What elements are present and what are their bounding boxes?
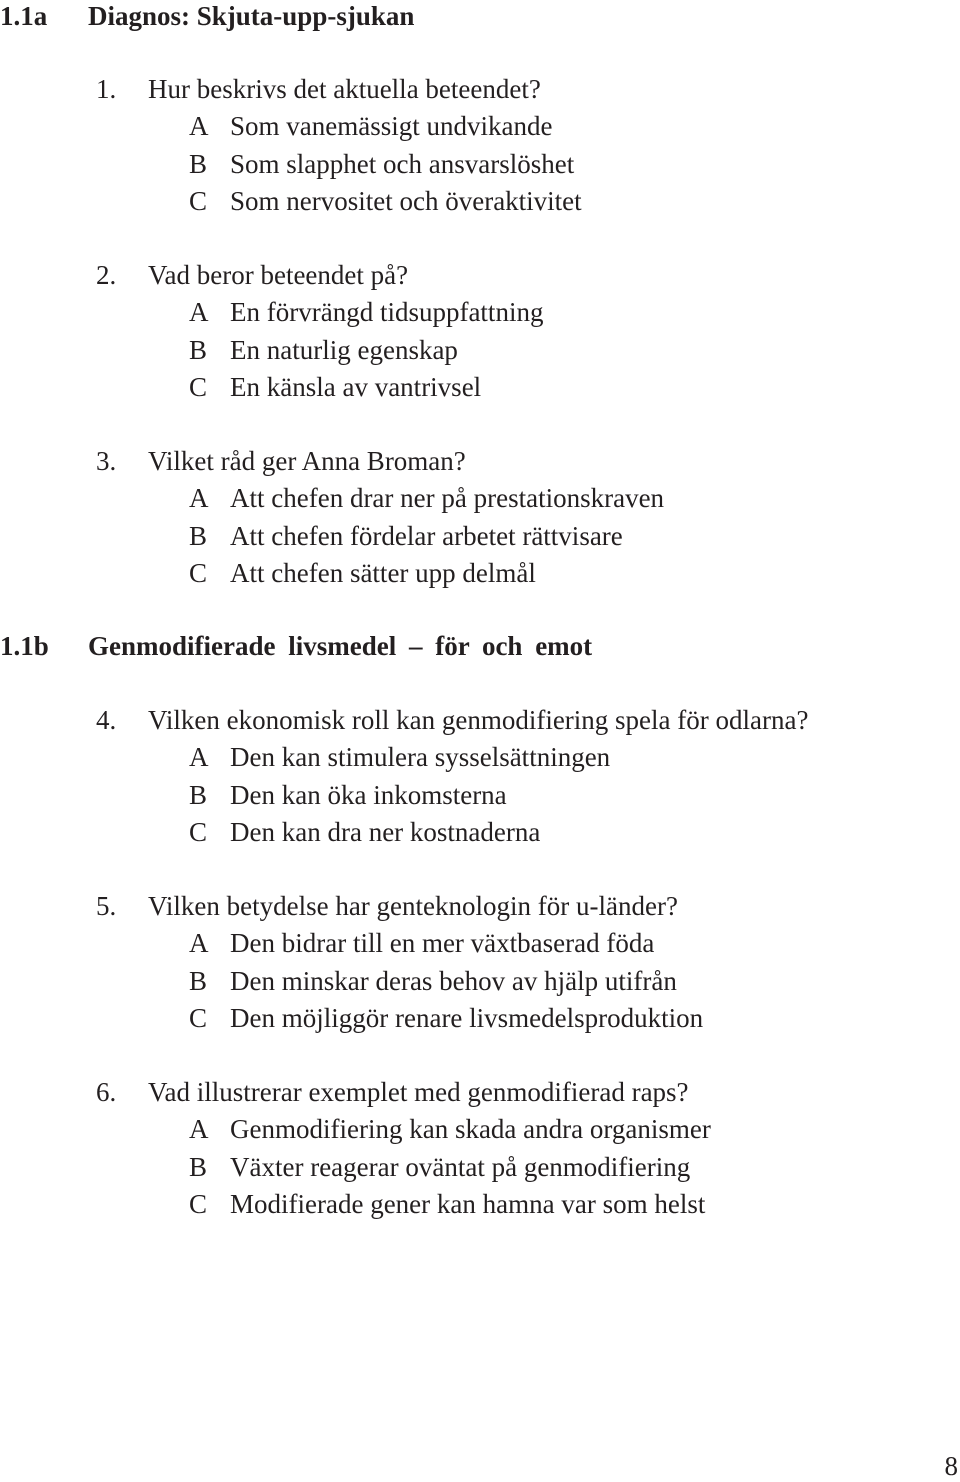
- answer-option-c: [96, 1186, 711, 1223]
- question-text: Vilken betydelse har genteknologin för u-länder?: [148, 891, 678, 921]
- section-heading: [0, 0, 414, 32]
- option-text: Den kan dra ner kostnaderna: [230, 816, 541, 847]
- option-text: Att chefen drar ner på prestationskraven: [230, 483, 665, 514]
- option-text: Den möjliggör renare livsmedelsproduktion: [230, 1002, 704, 1033]
- question-number: 5.: [96, 891, 117, 921]
- question-number: 6.: [96, 1077, 117, 1107]
- option-text: En naturlig egenskap: [230, 334, 458, 365]
- option-text: Att chefen sätter upp delmål: [230, 557, 536, 588]
- option-letter: A: [189, 742, 209, 773]
- section-heading: [0, 630, 592, 662]
- answer-option-a: [96, 480, 664, 517]
- section-title: Diagnos: Skjuta-upp-sjukan: [88, 1, 415, 31]
- option-letter: A: [189, 1114, 209, 1145]
- option-text: Genmodifiering kan skada andra organismer: [230, 1114, 711, 1145]
- page-number: 8: [944, 1451, 958, 1481]
- option-text: Växter reagerar oväntat på genmodifiering: [230, 1151, 691, 1182]
- answer-option-c: [96, 1000, 703, 1037]
- option-letter: C: [189, 1188, 208, 1219]
- option-letter: C: [189, 816, 208, 847]
- option-letter: A: [189, 483, 209, 514]
- question-1: [96, 71, 582, 220]
- section-title: Genmodifierade livsmedel – för och emot: [88, 631, 593, 661]
- answer-option-c: [96, 814, 808, 851]
- answer-option-a: [96, 1111, 711, 1148]
- option-letter: B: [189, 334, 208, 365]
- answer-option-b: [96, 1149, 711, 1186]
- option-text: Att chefen fördelar arbetet rättvisare: [230, 520, 623, 551]
- question-number: 2.: [96, 260, 117, 290]
- option-text: Som slapphet och ansvarslöshet: [230, 148, 575, 179]
- option-letter: C: [189, 1002, 208, 1033]
- answer-option-b: [96, 777, 808, 814]
- section-number: 1.1b: [0, 631, 49, 661]
- option-text: Som vanemässigt undvikande: [230, 111, 553, 142]
- answer-option-c: [96, 369, 543, 406]
- option-text: En förvrängd tidsuppfattning: [230, 297, 544, 328]
- option-text: Den kan stimulera sysselsättningen: [230, 742, 611, 773]
- question-4: [96, 702, 808, 851]
- option-letter: C: [189, 371, 208, 402]
- question-text: Vilket råd ger Anna Broman?: [148, 446, 466, 476]
- option-letter: B: [189, 148, 208, 179]
- option-letter: B: [189, 520, 208, 551]
- answer-option-a: [96, 108, 582, 145]
- option-text: Den bidrar till en mer växtbaserad föda: [230, 928, 655, 959]
- option-text: En känsla av vantrivsel: [230, 371, 482, 402]
- option-text: Som nervositet och överaktivitet: [230, 185, 582, 216]
- answer-option-b: [96, 332, 543, 369]
- question-3: [96, 443, 664, 592]
- option-text: Den kan öka inkomsterna: [230, 779, 507, 810]
- option-letter: A: [189, 111, 209, 142]
- answer-option-b: [96, 146, 582, 183]
- question-text: Hur beskrivs det aktuella beteendet?: [148, 74, 541, 104]
- question-text: Vad illustrerar exemplet med genmodifierad raps?: [148, 1077, 689, 1107]
- question-5: [96, 888, 703, 1037]
- question-number: 3.: [96, 446, 117, 476]
- question-2: [96, 257, 543, 406]
- option-letter: C: [189, 557, 208, 588]
- answer-option-a: [96, 294, 543, 331]
- question-number: 4.: [96, 705, 117, 735]
- option-letter: A: [189, 297, 209, 328]
- answer-option-c: [96, 555, 664, 592]
- option-text: Den minskar deras behov av hjälp utifrån: [230, 965, 677, 996]
- option-letter: B: [189, 965, 208, 996]
- answer-option-c: [96, 183, 582, 220]
- answer-option-a: [96, 739, 808, 776]
- question-text: Vad beror beteendet på?: [148, 260, 409, 290]
- question-number: 1.: [96, 74, 117, 104]
- answer-option-b: [96, 518, 664, 555]
- answer-option-a: [96, 925, 703, 962]
- option-letter: B: [189, 779, 208, 810]
- option-text: Modifierade gener kan hamna var som helst: [230, 1188, 706, 1219]
- answer-option-b: [96, 963, 703, 1000]
- option-letter: B: [189, 1151, 208, 1182]
- option-letter: A: [189, 928, 209, 959]
- option-letter: C: [189, 185, 208, 216]
- section-number: 1.1a: [0, 1, 48, 31]
- question-text: Vilken ekonomisk roll kan genmodifiering spela för odlarna?: [148, 705, 809, 735]
- question-6: [96, 1074, 711, 1223]
